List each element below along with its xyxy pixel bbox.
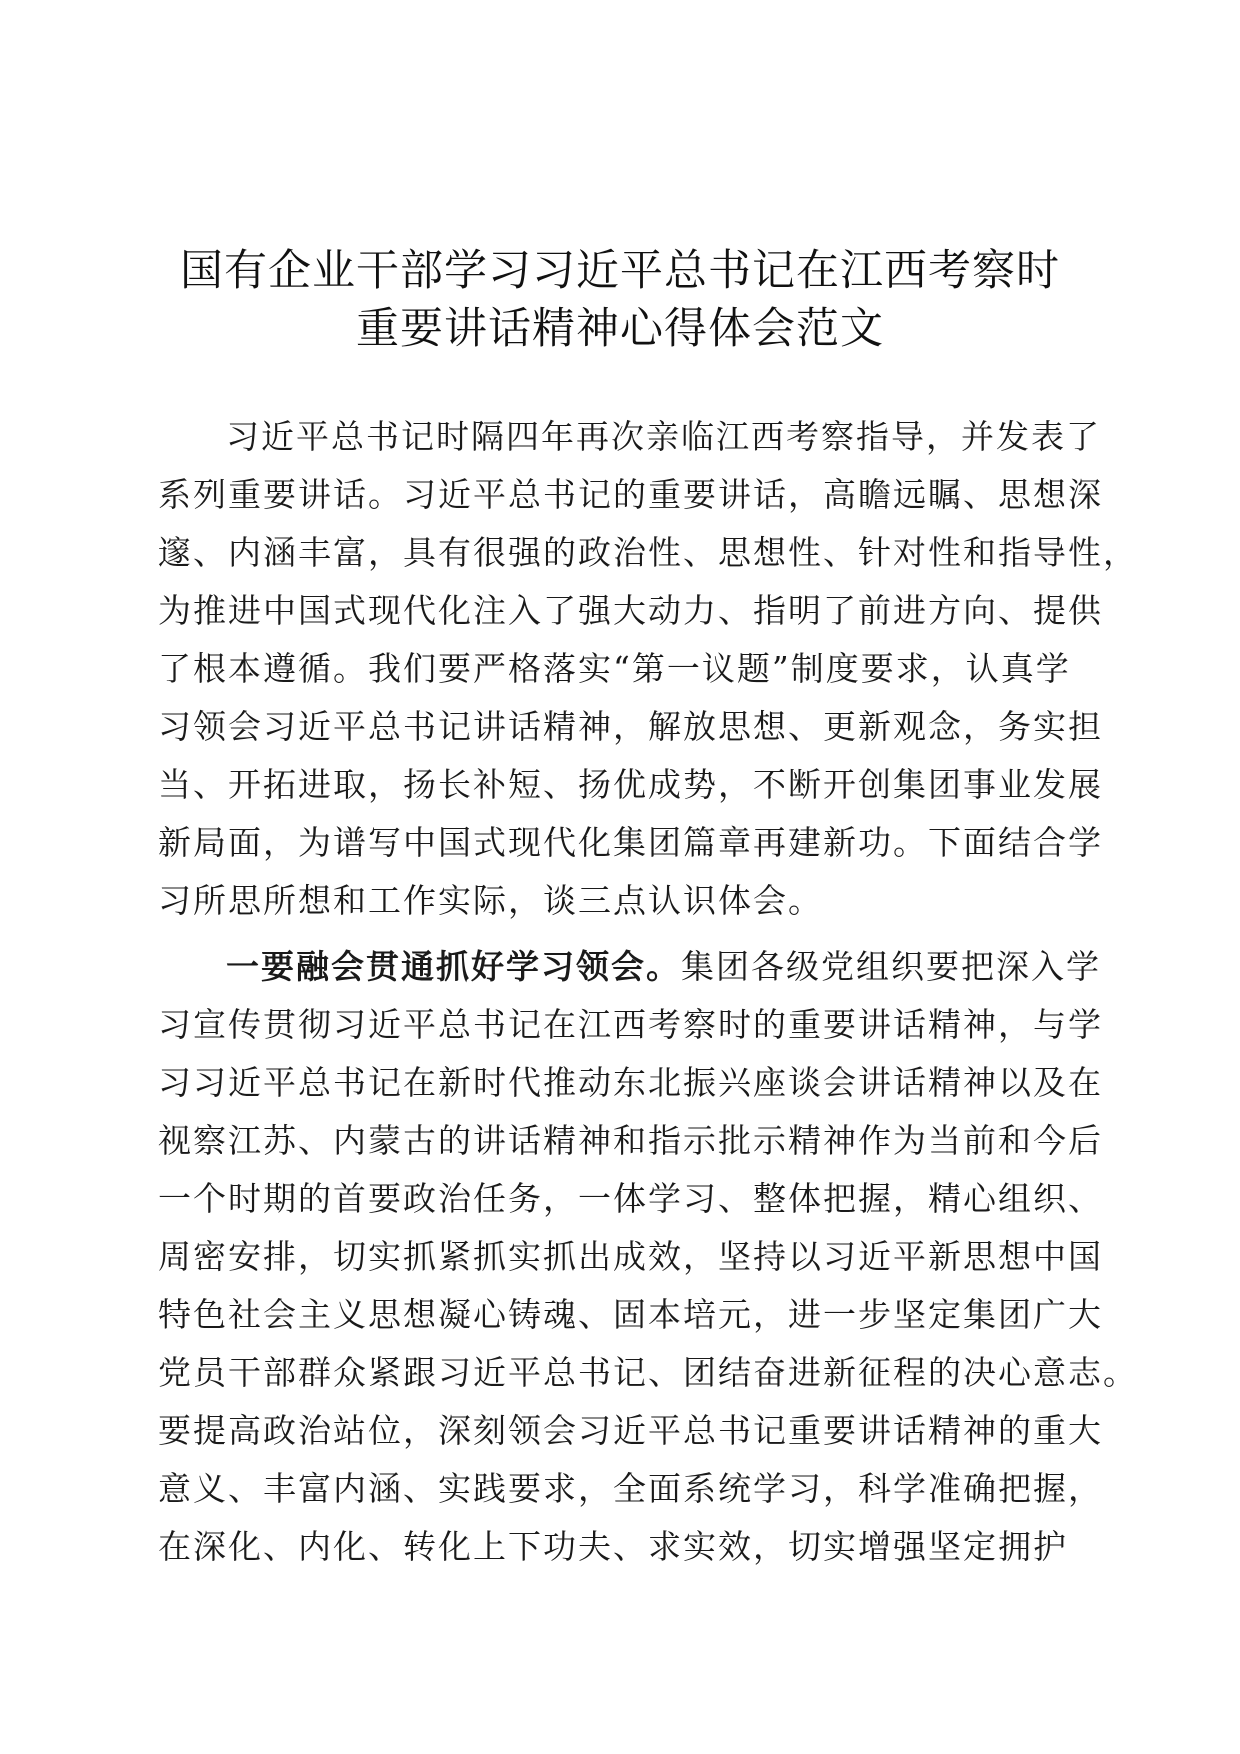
section-heading: 一要融会贯通抓好学习领会。 — [226, 947, 681, 986]
section-first-line-text: 集团各级党组织要把深入学 — [681, 947, 1101, 986]
title-line-2: 重要讲话精神心得体会范文 — [356, 304, 884, 354]
paragraph-section-1 — [158, 938, 1138, 1576]
paragraph-line: 习宣传贯彻习近平总书记在江西考察时的重要讲话精神，与学 — [158, 1005, 1103, 1044]
paragraph-line: 系列重要讲话。习近平总书记的重要讲话，高瞻远瞩、思想深 — [158, 475, 1103, 514]
paragraph-line: 在深化、内化、转化上下功夫、求实效，切实增强坚定拥护 — [158, 1527, 1068, 1566]
paragraph-line: 周密安排，切实抓紧抓实抓出成效，坚持以习近平新思想中国 — [158, 1237, 1103, 1276]
paragraph-first-line — [158, 938, 1101, 996]
paragraph-line: 当、开拓进取，扬长补短、扬优成势，不断开创集团事业发展 — [158, 765, 1103, 804]
paragraph-line: 视察江苏、内蒙古的讲话精神和指示批示精神作为当前和今后 — [158, 1121, 1103, 1160]
paragraph-line: 党员干部群众紧跟习近平总书记、团结奋进新征程的决心意志。 — [158, 1353, 1138, 1392]
document-body — [158, 408, 1138, 1576]
paragraph-line: 要提高政治站位，深刻领会习近平总书记重要讲话精神的重大 — [158, 1411, 1103, 1450]
paragraph-line: 了根本遵循。我们要严格落实“第一议题”制度要求，认真学 — [158, 649, 1071, 688]
paragraph-line: 习所思所想和工作实际，谈三点认识体会。 — [158, 881, 823, 920]
title-line-1: 国有企业干部学习习近平总书记在江西考察时 — [180, 246, 1060, 296]
paragraph-line: 特色社会主义思想凝心铸魂、固本培元，进一步坚定集团广大 — [158, 1295, 1103, 1334]
document-title — [140, 242, 1100, 358]
paragraph-line: 新局面，为谱写中国式现代化集团篇章再建新功。下面结合学 — [158, 823, 1103, 862]
paragraph-line: 为推进中国式现代化注入了强大动力、指明了前进方向、提供 — [158, 591, 1103, 630]
paragraph-line: 习领会习近平总书记讲话精神，解放思想、更新观念，务实担 — [158, 707, 1103, 746]
paragraph-line: 一个时期的首要政治任务，一体学习、整体把握，精心组织、 — [158, 1179, 1103, 1218]
paragraph-intro — [158, 408, 1138, 930]
paragraph-line: 意义、丰富内涵、实践要求，全面系统学习，科学准确把握， — [158, 1469, 1103, 1508]
paragraph-line: 习习近平总书记在新时代推动东北振兴座谈会讲话精神以及在 — [158, 1063, 1103, 1102]
paragraph-line: 邃、内涵丰富，具有很强的政治性、思想性、针对性和指导性， — [158, 533, 1138, 572]
paragraph-line: 习近平总书记时隔四年再次亲临江西考察指导，并发表了 — [226, 417, 1101, 456]
